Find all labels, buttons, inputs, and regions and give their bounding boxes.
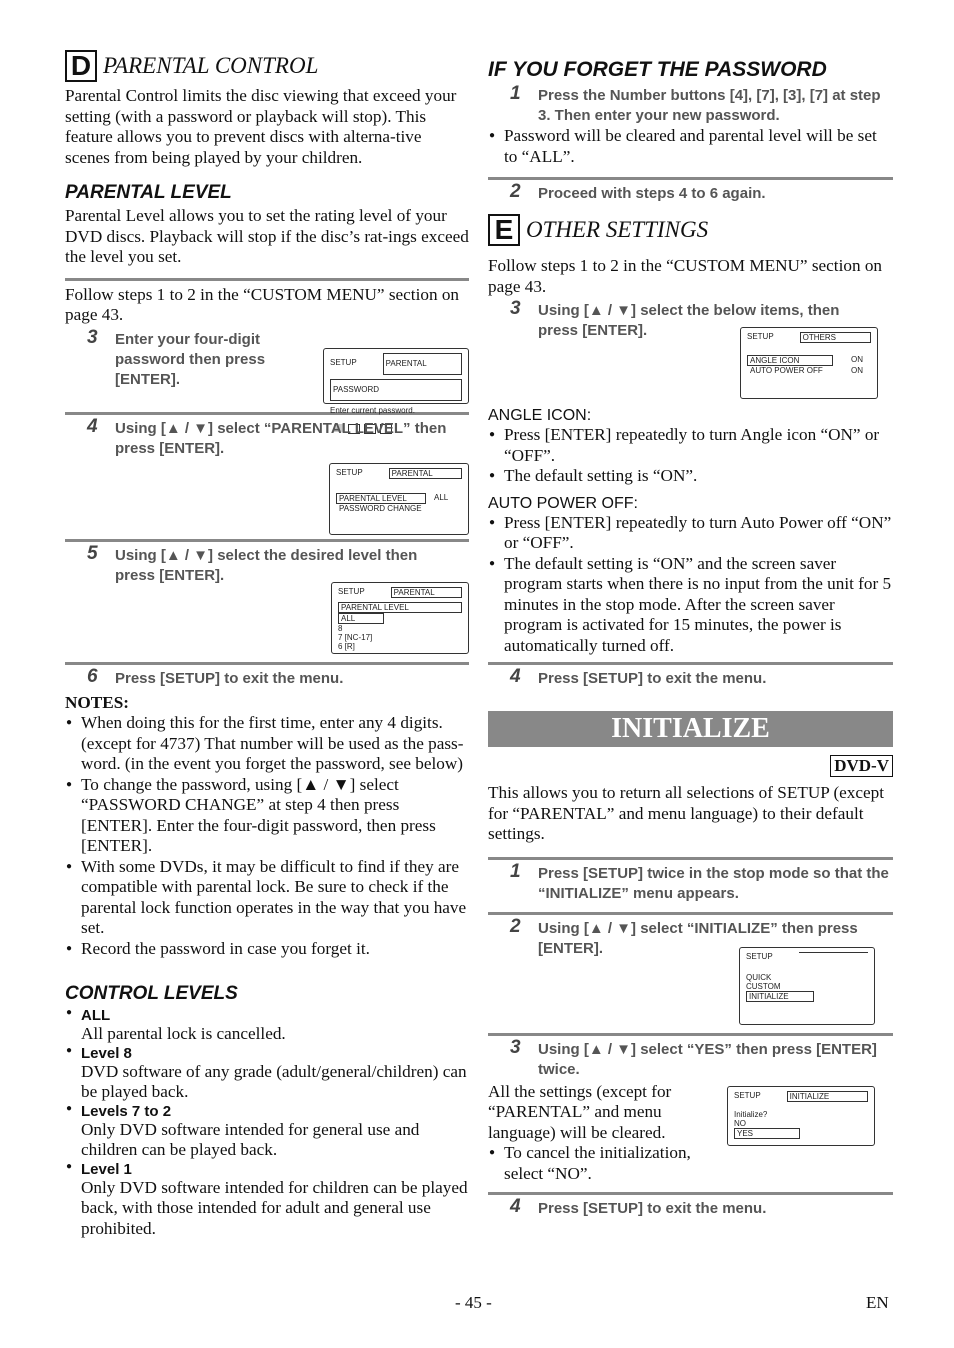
initialize-question: Initialize?: [734, 1109, 768, 1119]
setup-label: SETUP: [338, 586, 365, 596]
level-desc: DVD software of any grade (adult/general/children) can be played back.: [81, 1061, 467, 1101]
step-number: 3: [510, 298, 521, 319]
step-text: Using [▲ / ▼] select “INITIALIZE” then press [ENTER].: [538, 919, 858, 957]
angle-icon-heading: ANGLE ICON:: [488, 407, 592, 424]
step-text: Using [▲ / ▼] select “PARENTAL LEVEL” then press [ENTER].: [115, 419, 447, 457]
level-desc: Only DVD software intended for general use and children can be played back.: [81, 1119, 420, 1159]
level-list-head: PARENTAL LEVEL: [338, 602, 462, 613]
level-option: 8: [338, 623, 343, 633]
level-select-screen: [331, 582, 469, 654]
level-option: 6 [R]: [338, 641, 355, 651]
level-name: ● Level 8: [65, 1045, 469, 1062]
step-text: Enter your four-digit password then press [ENTER].: [115, 330, 266, 388]
auto-power-item: AUTO POWER OFF: [750, 366, 823, 375]
step-text: Using [▲ / ▼] select the below items, then press [ENTER].: [538, 302, 840, 339]
language-code: EN: [866, 1293, 889, 1312]
parental-level-text: Parental Level allows you to set the rating level of your DVD discs. Playback will stop if the disc’s rat-ings exceed the level you set.: [65, 206, 469, 266]
setup-label: SETUP: [330, 357, 357, 367]
parental-level-screen: [329, 463, 469, 535]
parental-intro: Parental Control limits the disc viewing that exceed your setting (with a password or playback will stop). This feature allows you to prevent discs with alterna-tive scenes from being played by your children.: [65, 86, 457, 167]
divider: [65, 539, 469, 542]
cancel-bullet: ● To cancel the initialization, select “NO”.: [488, 1143, 713, 1184]
section-title: PARENTAL CONTROL: [103, 53, 319, 78]
angle-bullet: ● The default setting is “ON”.: [488, 466, 893, 487]
parental-control-heading: [65, 50, 469, 82]
auto-bullet: ● The default setting is “ON” and the screen saver program starts when there is no input from the unit for 5 minutes in the stop mode. After the screen saver program is activated for 15 minutes, the power is automatically turned off.: [488, 554, 893, 657]
note-item: ● When doing this for the first time, enter any 4 digits. (except for 4737) That number will be used as the pass-word. (in the event you forget the password, see below): [65, 713, 469, 775]
other-settings-heading: [488, 214, 893, 246]
step-6: [65, 665, 469, 689]
step-number: 4: [510, 666, 521, 687]
yes-option: YES: [734, 1128, 800, 1139]
init-step-3: [488, 1036, 893, 1080]
no-option: NO: [734, 1118, 746, 1128]
step-4: [65, 415, 469, 459]
initialize-intro: This allows you to return all selections of SETUP (except for “PARENTAL” and menu language) to their default settings.: [488, 783, 885, 843]
dvd-v-badge: DVD-V: [830, 755, 893, 777]
step-number: 5: [87, 542, 98, 564]
initialize-tab: INITIALIZE: [787, 1091, 868, 1102]
level-name: ● ALL: [65, 1007, 469, 1024]
note-item: ● To change the password, using [▲ / ▼] select “PASSWORD CHANGE” at step 4 then press [ENTER]. Enter the four-digit password, then press [ENTER].: [65, 775, 469, 857]
setup-label: SETUP: [336, 467, 363, 477]
setup-label: SETUP: [746, 951, 773, 961]
step-number: 1: [510, 83, 521, 104]
custom-item: CUSTOM: [746, 981, 781, 991]
step-text: Press [SETUP] to exit the menu.: [115, 669, 344, 687]
password-prompt: Enter current password.: [330, 405, 415, 415]
step-text: Proceed with steps 4 to 6 again.: [538, 185, 766, 202]
divider: [488, 177, 893, 180]
level-desc: All parental lock is cancelled.: [81, 1024, 286, 1043]
divider: [488, 1033, 893, 1036]
angle-bullet: ● Press [ENTER] repeatedly to turn Angle icon “ON” or “OFF”.: [488, 425, 893, 466]
forget-bullet: ● Password will be cleared and parental level will be set to “ALL”.: [488, 126, 893, 167]
password-screen: [323, 348, 469, 415]
step-number: 3: [87, 326, 98, 348]
level-selected: ALL: [338, 613, 384, 624]
step-text: Press [SETUP] to exit the menu.: [538, 670, 767, 687]
step-number: 2: [510, 915, 521, 937]
init-step-4: [488, 1196, 893, 1219]
divider: [65, 662, 469, 665]
step-text: Press the Number buttons [4], [7], [3], [7] at step 3. Then enter your new password.: [538, 87, 881, 124]
others-screen: [740, 327, 878, 399]
auto-power-heading: AUTO POWER OFF:: [488, 494, 638, 512]
parental-tab: PARENTAL: [389, 468, 462, 479]
step-3: [65, 326, 469, 415]
level-desc: Only DVD software intended for children can be played back, with those intended for adult and general use prohibited.: [81, 1177, 468, 1238]
right-column: [488, 50, 893, 1219]
quick-item: QUICK: [746, 972, 772, 982]
angle-icon-value: ON: [851, 355, 863, 364]
parental-tab: PARENTAL: [383, 353, 462, 375]
forget-step-1: [488, 83, 893, 126]
note-item: ● With some DVDs, it may be difficult to find if they are compatible with parental lock. Be sure to check if the parental lock function operates in the way that you have set.: [65, 857, 469, 939]
note-item: ● Record the password in case you forget it.: [65, 939, 469, 960]
section-title: OTHER SETTINGS: [526, 217, 709, 242]
step-text: Press [SETUP] to exit the menu.: [538, 1200, 767, 1217]
notes-heading: NOTES:: [65, 692, 129, 712]
step-number: 4: [87, 415, 98, 437]
step-number: 3: [510, 1036, 521, 1058]
level-option: 7 [NC-17]: [338, 632, 373, 642]
angle-icon-item: ANGLE ICON: [747, 355, 833, 366]
auto-bullet: ● Press [ENTER] repeatedly to turn Auto Power off “ON” or “OFF”.: [488, 513, 893, 554]
step-number: 6: [87, 665, 98, 687]
step-text: Using [▲ / ▼] select “YES” then press [ENTER] twice.: [538, 1040, 877, 1078]
password-field: PASSWORD: [330, 379, 462, 401]
follow-steps-text: Follow steps 1 to 2 in the “CUSTOM MENU” section on page 43.: [65, 284, 460, 324]
others-tab: OTHERS: [800, 332, 871, 343]
init-step-1: [488, 860, 893, 904]
level-name: ● Levels 7 to 2: [65, 1103, 469, 1120]
auto-power-value: ON: [851, 366, 863, 375]
setup-menu-screen: [739, 947, 875, 1025]
menu-tab: [799, 952, 868, 961]
parental-level-value: ALL: [434, 492, 449, 502]
parental-tab: PARENTAL: [391, 587, 462, 598]
initialize-item: INITIALIZE: [746, 991, 814, 1002]
follow-steps-text: Follow steps 1 to 2 in the “CUSTOM MENU” section on page 43.: [488, 256, 883, 296]
initialize-confirm-screen: [727, 1086, 875, 1146]
parental-level-item: PARENTAL LEVEL: [336, 493, 426, 504]
setup-label: SETUP: [734, 1090, 761, 1100]
forget-step-2: [488, 181, 893, 204]
section-letter: D: [65, 50, 97, 82]
step-text: Press [SETUP] twice in the stop mode so that the “INITIALIZE” menu appears.: [538, 864, 889, 902]
divider: [65, 278, 469, 281]
setup-label: SETUP: [747, 332, 774, 341]
step-number: 2: [510, 181, 521, 202]
left-column: [65, 50, 469, 1239]
divider: [488, 662, 893, 665]
password-change-item: PASSWORD CHANGE: [339, 503, 422, 513]
other-step-4: [488, 666, 893, 689]
divider: [488, 912, 893, 915]
step-number: 4: [510, 1196, 521, 1217]
initialize-title: INITIALIZE: [488, 711, 893, 747]
section-letter: E: [488, 214, 520, 246]
level-name: ● Level 1: [65, 1161, 469, 1178]
forget-password-heading: IF YOU FORGET THE PASSWORD: [488, 58, 827, 81]
step-number: 1: [510, 860, 521, 882]
initialize-result: All the settings (except for “PARENTAL” and menu language) will be cleared.: [488, 1081, 672, 1142]
control-levels-heading: CONTROL LEVELS: [65, 983, 238, 1004]
divider: [488, 857, 893, 860]
step-text: Using [▲ / ▼] select the desired level then press [ENTER].: [115, 546, 418, 584]
divider: [488, 1192, 893, 1195]
parental-level-heading: PARENTAL LEVEL: [65, 182, 232, 203]
step-5: [65, 542, 469, 586]
page-number: - 45 -: [455, 1293, 492, 1312]
